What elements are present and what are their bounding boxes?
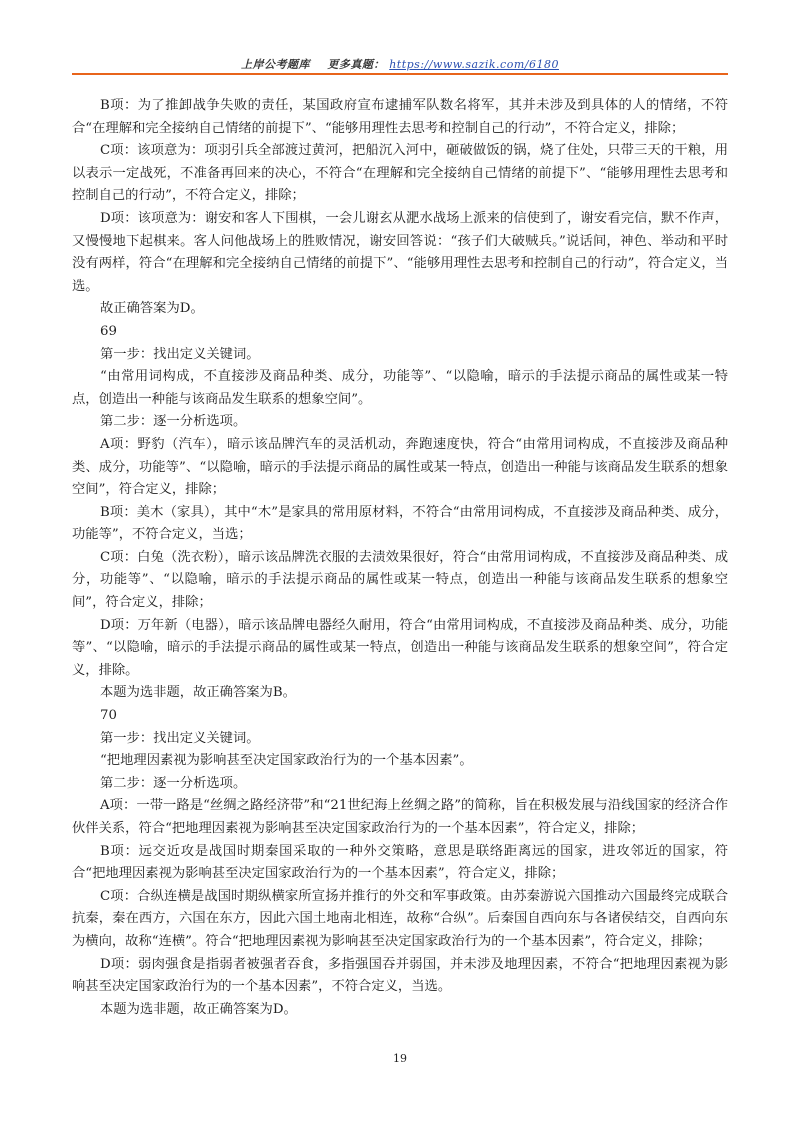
paragraph: D项：万年新（电器），暗示该品牌电器经久耐用，符合“由常用词构成，不直接涉及商品种类、成分，功能等”、“以隐喻，暗示的手法提示商品的属性或某一特点，创造出一种能与该商品发生联系的想象空间”，符合定义，排除。 (72, 617, 728, 678)
header-link[interactable]: https://www.sazik.com/6180 (389, 58, 559, 71)
paragraph: 第二步：逐一分析选项。 (100, 775, 247, 791)
paragraph: 本题为选非题，故正确答案为B。 (100, 685, 296, 701)
paragraph: A项：野豹（汽车），暗示该品牌汽车的灵活机动，奔跑速度快，符合“由常用词构成，不直接涉及商品种类、成分，功能等”、“以隐喻，暗示的手法提示商品的属性或某一特点，创造出一种能与该商品发生联系的想象空间”，符合定义，排除； (72, 436, 728, 498)
paragraph: A项：一带一路是“丝绸之路经济带”和“21世纪海上丝绸之路”的简称，旨在积极发展与沿线国家的经济合作伙伴关系，符合“把地理因素视为影响甚至决定国家政治行为的一个基本因素”，符合定义，排除； (72, 798, 728, 836)
header-label: 更多真题： (327, 58, 385, 71)
document-body (72, 95, 728, 1021)
question-number: 70 (100, 708, 117, 724)
paragraph: C项：该项意为：项羽引兵全部渡过黄河，把船沉入河中，砸破做饭的锅，烧了住处，只带三天的干粮，用以表示一定战死，不准备再回来的决心，不符合“在理解和完全接纳自己情绪的前提下”、“能够用理性去思考和控制自己的行动”，不符合定义，排除； (72, 143, 728, 204)
paragraph: 故正确答案为D。 (100, 301, 204, 317)
paragraph: 第一步：找出定义关键词。 (100, 730, 260, 746)
paragraph: 第二步：逐一分析选项。 (100, 414, 247, 430)
paragraph: C项：合纵连横是战国时期纵横家所宣扬并推行的外交和军事政策。由苏秦游说六国推动六国最终完成联合抗秦，秦在西方，六国在东方，因此六国土地南北相连，故称“合纵”。后秦国自西向东与各诸侯结交，自西向东为横向，故称“连横”。符合“把地理因素视为影响甚至决定国家政治行为的一个基本因素”，符合定义，排除； (72, 888, 728, 949)
header-divider (72, 73, 728, 75)
paragraph: C项：白兔（洗衣粉），暗示该品牌洗衣服的去渍效果很好，符合“由常用词构成，不直接涉及商品种类、成分，功能等”、“以隐喻，暗示的手法提示商品的属性或某一特点，创造出一种能与该商品发生联系的想象空间”，符合定义，排除； (72, 549, 728, 611)
paragraph: B项：美木（家具），其中“木”是家具的常用原材料，不符合“由常用词构成，不直接涉及商品种类、成分，功能等”，不符合定义，当选； (72, 504, 728, 543)
page-header (72, 56, 728, 72)
paragraph: D项：弱肉强食是指弱者被强者吞食，多指强国吞并弱国，并未涉及地理因素，不符合“把地理因素视为影响甚至决定国家政治行为的一个基本因素”，不符合定义，当选。 (72, 956, 728, 995)
paragraph: B项：远交近攻是战国时期秦国采取的一种外交策略，意思是联络距离远的国家，进攻邻近的国家，符合“把地理因素视为影响甚至决定国家政治行为的一个基本因素”，符合定义，排除； (72, 843, 728, 882)
paragraph: 第一步：找出定义关键词。 (100, 346, 260, 362)
paragraph: 本题为选非题，故正确答案为D。 (100, 1001, 297, 1017)
paragraph: D项：该项意为：谢安和客人下围棋，一会儿谢玄从淝水战场上派来的信使到了，谢安看完信，默不作声，又慢慢地下起棋来。客人问他战场上的胜败情况，谢安回答说：“孩子们大破贼兵。”说话间，神色、举动和平时没有两样，符合“在理解和完全接纳自己情绪的前提下”、“能够用理性去思考和控制自己的行动”，符合定义，当选。 (72, 210, 728, 294)
paragraph: B项：为了推卸战争失败的责任，某国政府宣布逮捕军队数名将军，其并未涉及到具体的人的情绪，不符合“在理解和完全接纳自己情绪的前提下”、“能够用理性去思考和控制自己的行动”，不符合定义，排除； (72, 98, 728, 136)
header-brand: 上岸公考题库 (241, 58, 311, 71)
question-number: 69 (100, 323, 117, 339)
page-number: 19 (393, 1052, 407, 1065)
paragraph: “把地理因素视为影响甚至决定国家政治行为的一个基本因素”。 (100, 753, 473, 769)
paragraph: “由常用词构成，不直接涉及商品种类、成分，功能等”、“以隐喻，暗示的手法提示商品的属性或某一特点，创造出一种能与该商品发生联系的想象空间”。 (72, 369, 728, 407)
